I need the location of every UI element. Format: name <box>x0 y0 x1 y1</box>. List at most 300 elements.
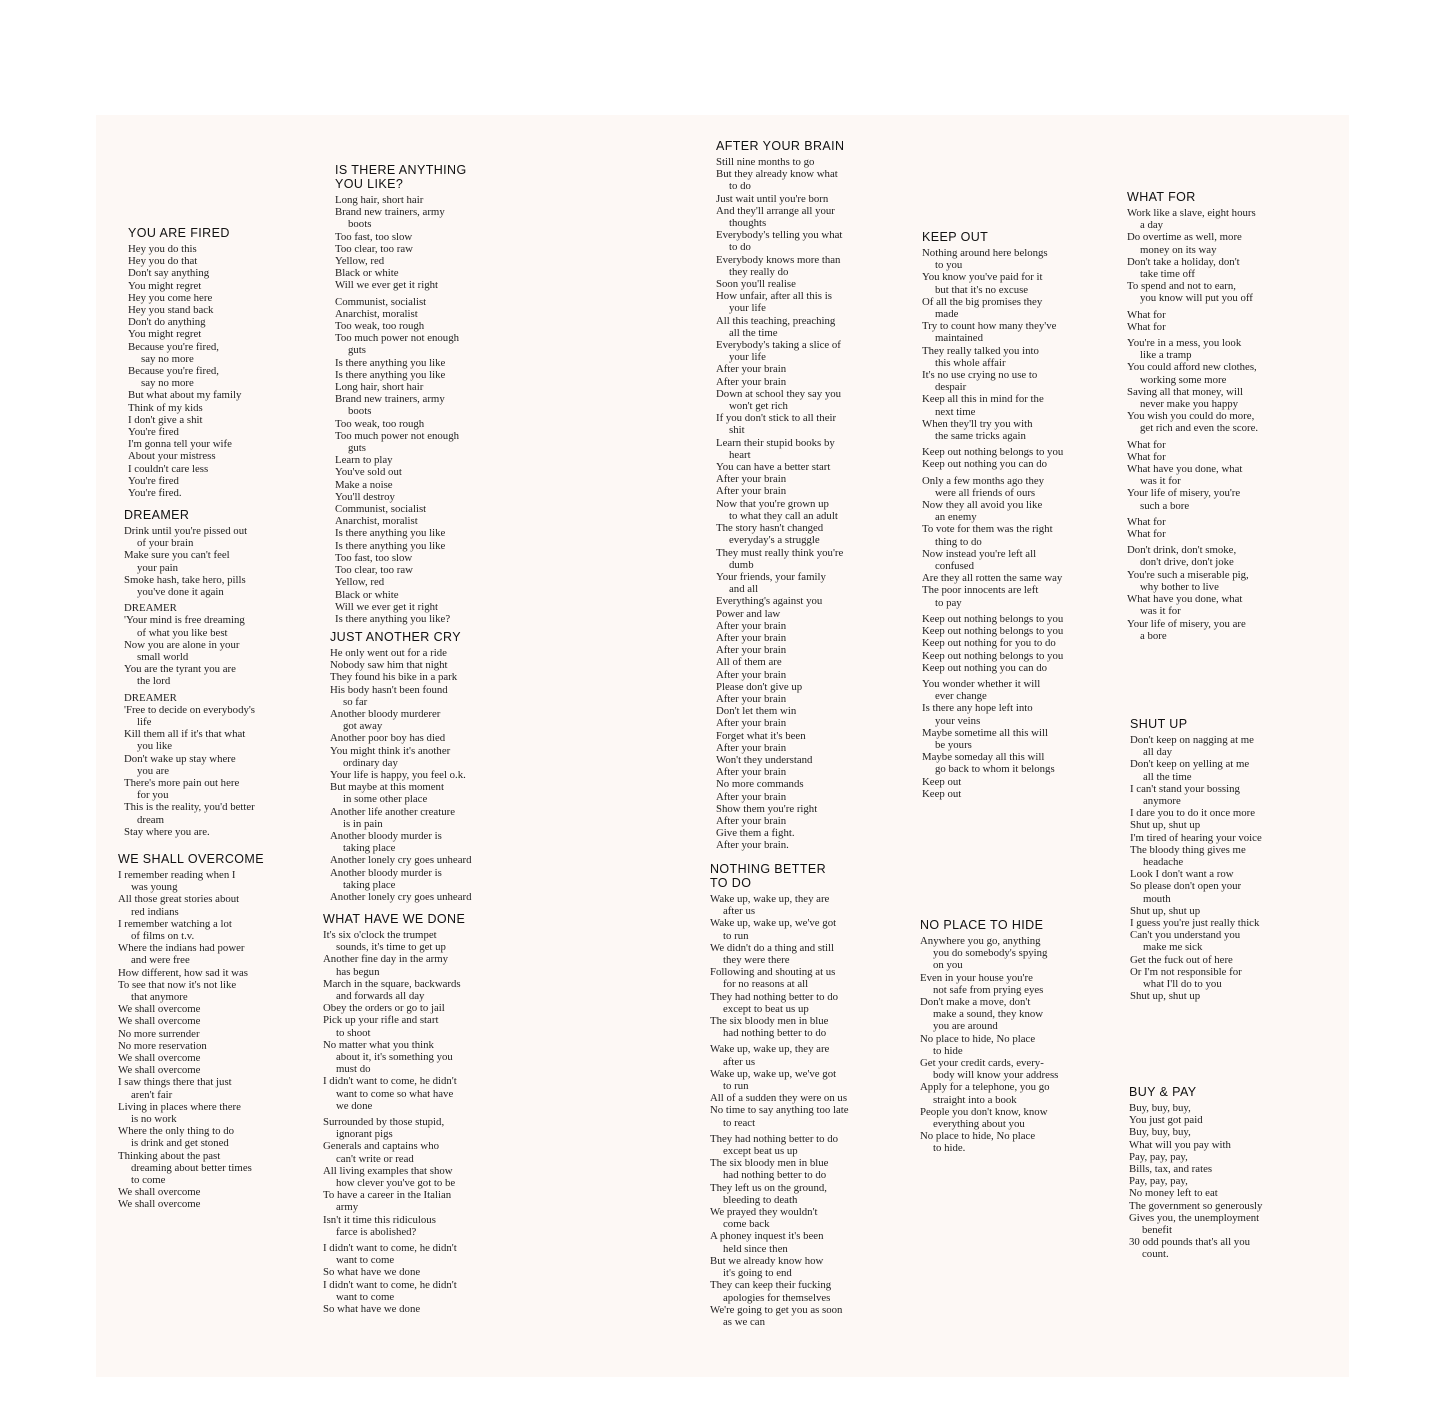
lyric-line: How unfair, after all this is <box>716 290 832 303</box>
lyric-line: All those great stories about <box>118 893 240 906</box>
lyric-line: Learn their stupid books by <box>716 436 835 449</box>
lyric-line: They had nothing better to do <box>710 990 839 1003</box>
lyric-line: taking place <box>343 842 396 855</box>
lyric-line: not safe from prying eyes <box>933 983 1044 996</box>
lyric-line: Will we ever get it right <box>335 600 439 613</box>
lyric-line: After your brain <box>716 814 787 827</box>
lyric-line: You're in a mess, you look <box>1127 337 1242 350</box>
lyric-line: What for <box>1127 450 1166 463</box>
lyric-line: despair <box>935 381 967 394</box>
lyric-line: Another lonely cry goes unheard <box>330 854 472 867</box>
lyric-line: People you don't know, know <box>920 1105 1048 1118</box>
lyric-line: They had nothing better to do <box>710 1132 839 1145</box>
lyric-line: March in the square, backwards <box>323 977 461 990</box>
lyric-line: Obey the orders or go to jail <box>323 1002 445 1015</box>
lyric-line: Don't drink, don't smoke, <box>1127 544 1237 557</box>
lyric-line: Try to count how many they've <box>922 320 1057 333</box>
lyric-line: small world <box>137 651 189 664</box>
lyric-line: dumb <box>729 558 754 571</box>
lyric-line: Apply for a telephone, you go <box>920 1081 1050 1094</box>
song-title: WHAT HAVE WE DONE <box>323 912 466 926</box>
lyric-line: After your brain <box>716 485 787 498</box>
lyric-line: to what they call an adult <box>729 509 838 522</box>
lyric-line: Another life another creature <box>330 805 455 818</box>
lyric-line: you've done it again <box>137 586 224 599</box>
lyric-line: Work like a slave, eight hours <box>1127 207 1256 219</box>
lyric-line: Another poor boy has died <box>330 732 446 745</box>
lyric-line: Will we ever get it right <box>335 279 439 292</box>
song-title: KEEP OUT <box>922 230 989 244</box>
lyric-line: Nothing around here belongs <box>922 247 1048 259</box>
lyric-line: Keep all this in mind for the <box>922 393 1044 406</box>
lyric-line: Now instead you're left all <box>922 547 1037 560</box>
lyric-line: guts <box>348 344 366 357</box>
lyric-line: ordinary day <box>343 756 398 769</box>
lyric-line: ever change <box>935 690 987 703</box>
lyric-line: Too fast, too slow <box>335 551 413 564</box>
lyric-line: Buy, buy, buy, <box>1129 1102 1191 1114</box>
lyric-line: Is there anything you like <box>335 356 446 369</box>
lyric-line: But what about my family <box>128 389 242 402</box>
lyric-line: apologies for themselves <box>723 1291 831 1304</box>
lyric-line: so far <box>343 695 368 708</box>
lyric-line: headache <box>1143 856 1184 869</box>
lyric-line: Gives you, the unemployment <box>1129 1211 1260 1224</box>
lyric-line: count. <box>1142 1248 1169 1261</box>
lyric-line: Is there anything you like <box>335 527 446 540</box>
lyric-line: Another lonely cry goes unheard <box>330 891 472 904</box>
lyric-line: is in pain <box>343 817 383 830</box>
lyric-line: this whole affair <box>935 356 1006 369</box>
song-keep-out <box>922 230 1063 800</box>
song-after-your-brain <box>716 139 844 852</box>
lyric-line: What have you done, what <box>1127 593 1243 606</box>
lyric-line: to do <box>729 180 751 193</box>
lyric-line: Pay, pay, pay, <box>1129 1175 1188 1188</box>
lyric-line: Shut up, shut up <box>1130 904 1201 917</box>
lyric-line: an enemy <box>935 511 977 524</box>
lyric-line: Too clear, too raw <box>335 242 413 255</box>
lyric-line: all the time <box>1143 770 1192 783</box>
lyric-line: Hey you come here <box>128 291 213 304</box>
lyric-line: They can keep their fucking <box>710 1279 832 1292</box>
lyric-line: Think of my kids <box>128 401 203 414</box>
lyric-line: maintained <box>935 332 983 345</box>
lyric-line: You're fired. <box>128 487 182 500</box>
lyric-line: it's going to end <box>723 1267 792 1280</box>
lyric-line: I guess you're just really thick <box>1130 917 1260 930</box>
lyric-line: can't write or read <box>336 1152 414 1165</box>
lyric-line: A phoney inquest it's been <box>710 1230 824 1243</box>
lyric-line: why bother to live <box>1140 580 1219 593</box>
lyric-line: I'm gonna tell your wife <box>128 438 232 451</box>
lyric-line: Generals and captains who <box>323 1140 440 1153</box>
lyric-line: the lord <box>137 675 171 688</box>
lyric-line: Maybe sometime all this will <box>922 726 1048 739</box>
lyric-line: want to come <box>336 1290 395 1303</box>
lyric-line: He only went out for a ride <box>330 647 447 659</box>
lyric-line: to you <box>935 259 963 272</box>
lyric-line: You might regret <box>128 328 202 341</box>
lyric-line: Hey you do this <box>128 243 197 255</box>
lyric-line: of what you like best <box>137 626 228 639</box>
lyric-line: They must really think you're <box>716 546 844 559</box>
lyric-line: were all friends of ours <box>935 486 1036 499</box>
lyric-line: Long hair, short hair <box>335 194 424 206</box>
lyric-line: how clever you've got to be <box>336 1177 456 1190</box>
lyric-line: Bills, tax, and rates <box>1129 1163 1213 1176</box>
lyric-line: you do somebody's spying <box>933 947 1048 960</box>
lyric-line: Anywhere you go, anything <box>920 935 1041 947</box>
lyric-line: After your brain <box>716 473 787 486</box>
lyric-line: Too weak, too rough <box>335 320 425 333</box>
lyric-line: thoughts <box>729 217 767 230</box>
lyric-line: life <box>137 716 152 729</box>
lyric-line: the same tricks again <box>935 430 1026 443</box>
lyric-line: What for <box>1127 438 1166 451</box>
lyric-line: We shall overcome <box>118 1186 201 1199</box>
lyric-line: What for <box>1127 528 1166 541</box>
lyric-line: mouth <box>1143 892 1171 905</box>
lyric-line: in some other place <box>343 793 428 806</box>
lyric-line: No more surrender <box>118 1027 200 1040</box>
song-title: NOTHING BETTER TO DO <box>710 862 827 890</box>
lyric-line: Kill them all if it's that what <box>124 728 246 741</box>
lyric-line: aren't fair <box>131 1088 173 1101</box>
lyric-line: Keep out nothing belongs to you <box>922 649 1064 662</box>
lyric-line: Yellow, red <box>335 576 385 589</box>
lyric-line: All of a sudden they were on us <box>710 1092 848 1105</box>
lyric-line: except to beat us up <box>723 1002 809 1015</box>
lyric-line: I don't give a shit <box>128 413 203 426</box>
lyric-line: Maybe someday all this will <box>922 751 1045 764</box>
lyric-line: After your brain. <box>716 839 789 852</box>
lyric-line: is no work <box>131 1113 177 1126</box>
lyric-line: Anarchist, moralist <box>335 515 418 528</box>
lyric-line: to run <box>723 929 749 942</box>
lyric-line: You might think it's another <box>330 744 451 757</box>
lyric-line: about it, it's something you <box>336 1051 453 1064</box>
lyric-line: shit <box>729 424 745 437</box>
lyric-line: To see that now it's not like <box>118 978 237 991</box>
lyric-line: held since then <box>723 1242 788 1255</box>
lyric-line: Now that you're grown up <box>716 497 829 510</box>
song-title: JUST ANOTHER CRY <box>330 630 461 644</box>
lyric-line: I saw things there that just <box>118 1076 232 1089</box>
lyric-line: How different, how sad it was <box>118 966 248 979</box>
lyric-line: The poor innocents are left <box>922 584 1039 597</box>
lyric-line: The government so generously <box>1129 1199 1263 1212</box>
lyric-line: bleeding to death <box>723 1193 798 1206</box>
lyric-line: Brand new trainers, army <box>335 393 445 406</box>
lyric-line: Don't keep on yelling at me <box>1130 758 1250 771</box>
lyric-line: that anymore <box>131 991 188 1004</box>
lyric-line: Make sure you can't feel <box>124 549 230 562</box>
lyric-line: The story hasn't changed <box>716 522 824 535</box>
lyric-line: everything about you <box>933 1118 1025 1131</box>
lyric-line: Don't keep on nagging at me <box>1130 734 1254 746</box>
lyric-line: we done <box>336 1099 373 1112</box>
lyric-line: The six bloody men in blue <box>710 1015 829 1028</box>
lyric-line: Nobody saw him that night <box>330 659 448 672</box>
lyric-line: you are <box>137 764 170 777</box>
lyric-line: to shoot <box>336 1026 371 1039</box>
lyric-line: a bore <box>1140 629 1167 642</box>
lyric-line: What for <box>1127 320 1166 333</box>
lyric-sheet <box>96 115 1349 1377</box>
lyric-line: make me sick <box>1143 941 1203 954</box>
lyric-line: No place to hide, No place <box>920 1032 1036 1045</box>
lyric-line: It's six o'clock the trumpet <box>323 929 437 941</box>
lyric-line: to come <box>131 1174 166 1187</box>
lyric-line: When they'll try you with <box>922 417 1033 430</box>
lyric-line: DREAMER <box>124 691 177 704</box>
lyric-line: Now you are alone in your <box>124 638 240 651</box>
lyric-line: come back <box>723 1218 770 1231</box>
lyric-line: To have a career in the Italian <box>323 1189 452 1202</box>
lyric-line: Show them you're right <box>716 802 818 815</box>
lyric-line: to hide. <box>933 1142 966 1155</box>
lyric-line: Too weak, too rough <box>335 417 425 430</box>
lyric-line: They really talked you into <box>922 344 1039 357</box>
song-what-have-we-done <box>323 912 465 1315</box>
lyric-line: heart <box>729 448 751 461</box>
song-title: SHUT UP <box>1130 717 1188 731</box>
lyric-line: Everybody's taking a slice of <box>716 339 841 352</box>
lyric-line: all day <box>1143 746 1173 759</box>
lyric-line: boots <box>348 218 372 231</box>
lyric-line: has begun <box>336 965 380 978</box>
lyric-line: Keep out <box>922 775 962 788</box>
lyric-line: had nothing better to do <box>723 1027 827 1040</box>
lyric-line: Forget what it's been <box>716 729 806 742</box>
lyric-line: Wake up, wake up, we've got <box>710 1067 837 1080</box>
lyric-line: for no reasons at all <box>723 978 809 991</box>
lyric-line: Communist, socialist <box>335 295 427 308</box>
lyric-line: Please don't give up <box>716 680 803 693</box>
lyric-line: want to come so what have <box>336 1087 454 1100</box>
lyric-line: Soon you'll realise <box>716 278 796 291</box>
lyric-line: Do overtime as well, more <box>1127 231 1242 244</box>
lyric-line: what I'll do to you <box>1143 978 1222 991</box>
lyric-line: They found his bike in a park <box>330 671 458 684</box>
lyric-line: I remember reading when I <box>118 869 236 881</box>
lyric-line: Black or white <box>335 588 399 601</box>
lyric-line: and were free <box>131 954 190 967</box>
lyric-line: Wake up, wake up, they are <box>710 1043 830 1056</box>
lyric-line: Too clear, too raw <box>335 564 413 577</box>
lyric-line: We shall overcome <box>118 1198 201 1211</box>
lyric-line: Hey you do that <box>128 255 198 268</box>
lyric-line: So what have we done <box>323 1266 421 1279</box>
lyric-line: All this teaching, preaching <box>716 314 836 327</box>
lyric-line: What for <box>1127 308 1166 321</box>
lyric-line: money on its way <box>1140 243 1217 256</box>
lyric-line: Following and shouting at us <box>710 966 836 979</box>
lyric-line: Down at school they say you <box>716 387 842 400</box>
lyric-line: You're fired <box>128 426 179 439</box>
lyric-line: sounds, it's time to get up <box>336 941 446 954</box>
lyric-line: You can have a better start <box>716 461 831 474</box>
lyric-line: After your brain <box>716 375 787 388</box>
lyric-line: No time to say anything too late <box>710 1104 849 1117</box>
lyric-line: Give them a fight. <box>716 827 795 840</box>
lyric-line: Pay, pay, pay, <box>1129 1150 1188 1163</box>
lyric-line: To vote for them was the right <box>922 523 1053 536</box>
lyric-line: all the time <box>729 326 778 339</box>
lyric-line: don't drive, don't joke <box>1140 556 1234 569</box>
lyric-line: Long hair, short hair <box>335 381 424 394</box>
lyric-line: Of all the big promises they <box>922 295 1043 308</box>
lyric-line: After your brain <box>716 363 787 376</box>
lyric-line: like a tramp <box>1140 349 1192 362</box>
lyric-line: to run <box>723 1080 749 1093</box>
song-you-are-fired <box>128 226 241 499</box>
lyric-line: Pick up your rifle and start <box>323 1014 439 1027</box>
lyric-line: After your brain <box>716 644 787 657</box>
lyric-line: Keep out nothing you can do <box>922 661 1048 674</box>
lyric-line: We shall overcome <box>118 1052 201 1065</box>
lyric-line: but that it's no excuse <box>935 283 1029 296</box>
lyric-line: confused <box>935 560 974 573</box>
lyric-line: was young <box>131 881 178 894</box>
lyric-line: Won't they understand <box>716 753 813 766</box>
lyric-line: your life <box>729 302 766 315</box>
lyric-line: won't get rich <box>729 400 788 413</box>
lyric-line: say no more <box>141 377 194 390</box>
lyric-line: His body hasn't been found <box>330 683 448 696</box>
lyric-line: Don't take a holiday, don't <box>1127 255 1240 268</box>
lyric-line: such a bore <box>1140 499 1190 512</box>
lyric-line: Your life is happy, you feel o.k. <box>330 769 466 782</box>
lyric-line: I remember watching a lot <box>118 917 232 930</box>
lyric-line: I didn't want to come, he didn't <box>323 1075 457 1088</box>
lyric-line: So what have we done <box>323 1303 421 1316</box>
lyric-line: After your brain <box>716 619 787 632</box>
lyric-line: Surrounded by those stupid, <box>323 1116 445 1129</box>
lyric-line: you know will put you off <box>1140 292 1253 305</box>
lyric-line: never make you happy <box>1140 398 1239 411</box>
lyric-line: Keep out nothing belongs to you <box>922 612 1064 625</box>
lyric-line: You wish you could do more, <box>1127 410 1255 423</box>
lyric-line: Buy, buy, buy, <box>1129 1126 1191 1139</box>
lyric-line: Is there anything you like? <box>335 612 451 625</box>
lyric-line: be yours <box>935 738 972 751</box>
lyric-line: I can't stand your bossing <box>1130 782 1240 795</box>
lyric-line: Another bloody murder is <box>330 866 442 879</box>
lyric-line: Because you're fired, <box>128 340 219 353</box>
lyric-line: Just wait until you're born <box>716 192 829 205</box>
lyric-line: I didn't want to come, he didn't <box>323 1242 457 1255</box>
lyric-line: take time off <box>1140 268 1195 281</box>
lyric-line: You're such a miserable pig, <box>1127 568 1249 581</box>
lyric-line: to hide <box>933 1044 963 1057</box>
lyric-line: a day <box>1140 219 1164 232</box>
lyric-line: Is there anything you like <box>335 368 446 381</box>
lyric-line: 30 odd pounds that's all you <box>1129 1236 1251 1249</box>
lyric-line: Too much power not enough <box>335 332 459 345</box>
lyric-line: is drink and get stoned <box>131 1137 229 1150</box>
lyric-line: Another fine day in the army <box>323 953 449 966</box>
lyric-line: Your life of misery, you're <box>1127 487 1241 500</box>
lyric-line: ignorant pigs <box>336 1128 393 1141</box>
lyric-line: After your brain <box>716 790 787 803</box>
lyric-line: Smoke hash, take hero, pills <box>124 573 246 586</box>
lyric-line: farce is abolished? <box>336 1225 417 1238</box>
lyric-line: Thinking about the past <box>118 1149 221 1162</box>
lyric-line: Wake up, wake up, they are <box>710 893 830 905</box>
song-just-another-cry <box>330 630 472 903</box>
lyric-line: boots <box>348 405 372 418</box>
lyric-line: Or I'm not responsible for <box>1130 965 1242 978</box>
lyric-line: No more reservation <box>118 1039 207 1052</box>
lyric-line: Saving all that money, will <box>1127 385 1243 398</box>
lyric-line: you like <box>137 740 173 753</box>
lyric-line: I'm tired of hearing your voice <box>1130 831 1262 844</box>
lyric-line: You've sold out <box>335 466 402 479</box>
lyric-line: Don't wake up stay where <box>124 752 236 765</box>
lyric-line: made <box>935 308 959 321</box>
lyric-line: Where the indians had power <box>118 942 245 955</box>
lyric-line: straight into a book <box>933 1093 1017 1106</box>
lyric-line: dreaming about better times <box>131 1161 252 1174</box>
lyric-line: want to come <box>336 1254 395 1267</box>
lyric-line: I didn't want to come, he didn't <box>323 1278 457 1291</box>
lyric-line: Everybody's telling you what <box>716 229 843 242</box>
lyric-line: army <box>336 1201 359 1214</box>
lyric-line: Stay where you are. <box>124 825 210 838</box>
lyric-line: After your brain <box>716 766 787 779</box>
lyric-line: We didn't do a thing and still <box>710 941 835 954</box>
lyric-line: You are the tyrant you are <box>124 663 236 676</box>
lyric-line: After your brain <box>716 668 787 681</box>
song-title: WHAT FOR <box>1127 190 1196 204</box>
lyric-line: on you <box>933 959 963 972</box>
lyric-line: except beat us up <box>723 1145 798 1158</box>
lyric-line: after us <box>723 1055 756 1068</box>
lyric-line: To spend and not to earn, <box>1127 280 1236 293</box>
lyric-line: But we already know how <box>710 1254 824 1267</box>
lyric-line: Anarchist, moralist <box>335 307 418 320</box>
lyric-line: was it for <box>1140 605 1181 618</box>
lyric-line: Too fast, too slow <box>335 230 413 243</box>
lyric-line: for you <box>137 789 169 802</box>
lyric-line: benefit <box>1142 1224 1172 1237</box>
lyric-line: they really do <box>729 265 789 278</box>
lyric-line: get rich and even the score. <box>1140 422 1259 435</box>
lyric-line: your pain <box>137 561 179 574</box>
lyric-line: About your mistress <box>128 450 216 463</box>
lyric-line: 'Free to decide on everybody's <box>124 703 256 716</box>
lyric-line: everyday's a struggle <box>729 534 820 547</box>
song-no-place-to-hide <box>920 918 1058 1155</box>
song-title: AFTER YOUR BRAIN <box>716 139 845 153</box>
lyric-line: Only a few months ago they <box>922 474 1045 487</box>
lyric-line: of films on t.v. <box>131 930 195 943</box>
lyric-line: Too much power not enough <box>335 429 459 442</box>
song-title: DREAMER <box>124 508 190 522</box>
lyric-line: Is there any hope left into <box>922 702 1033 715</box>
lyric-line: Even in your house you're <box>920 971 1033 984</box>
lyric-line: You're fired <box>128 474 179 487</box>
lyric-line: Are they all rotten the same way <box>922 572 1063 585</box>
lyric-line: After your brain <box>716 631 787 644</box>
lyric-line: What will you pay with <box>1129 1138 1231 1151</box>
song-nothing-better-to-do <box>710 862 849 1328</box>
lyric-line: I dare you to do it once more <box>1130 807 1256 820</box>
lyric-line: Where the only thing to do <box>118 1125 235 1138</box>
lyric-line: What have you done, what <box>1127 463 1243 476</box>
